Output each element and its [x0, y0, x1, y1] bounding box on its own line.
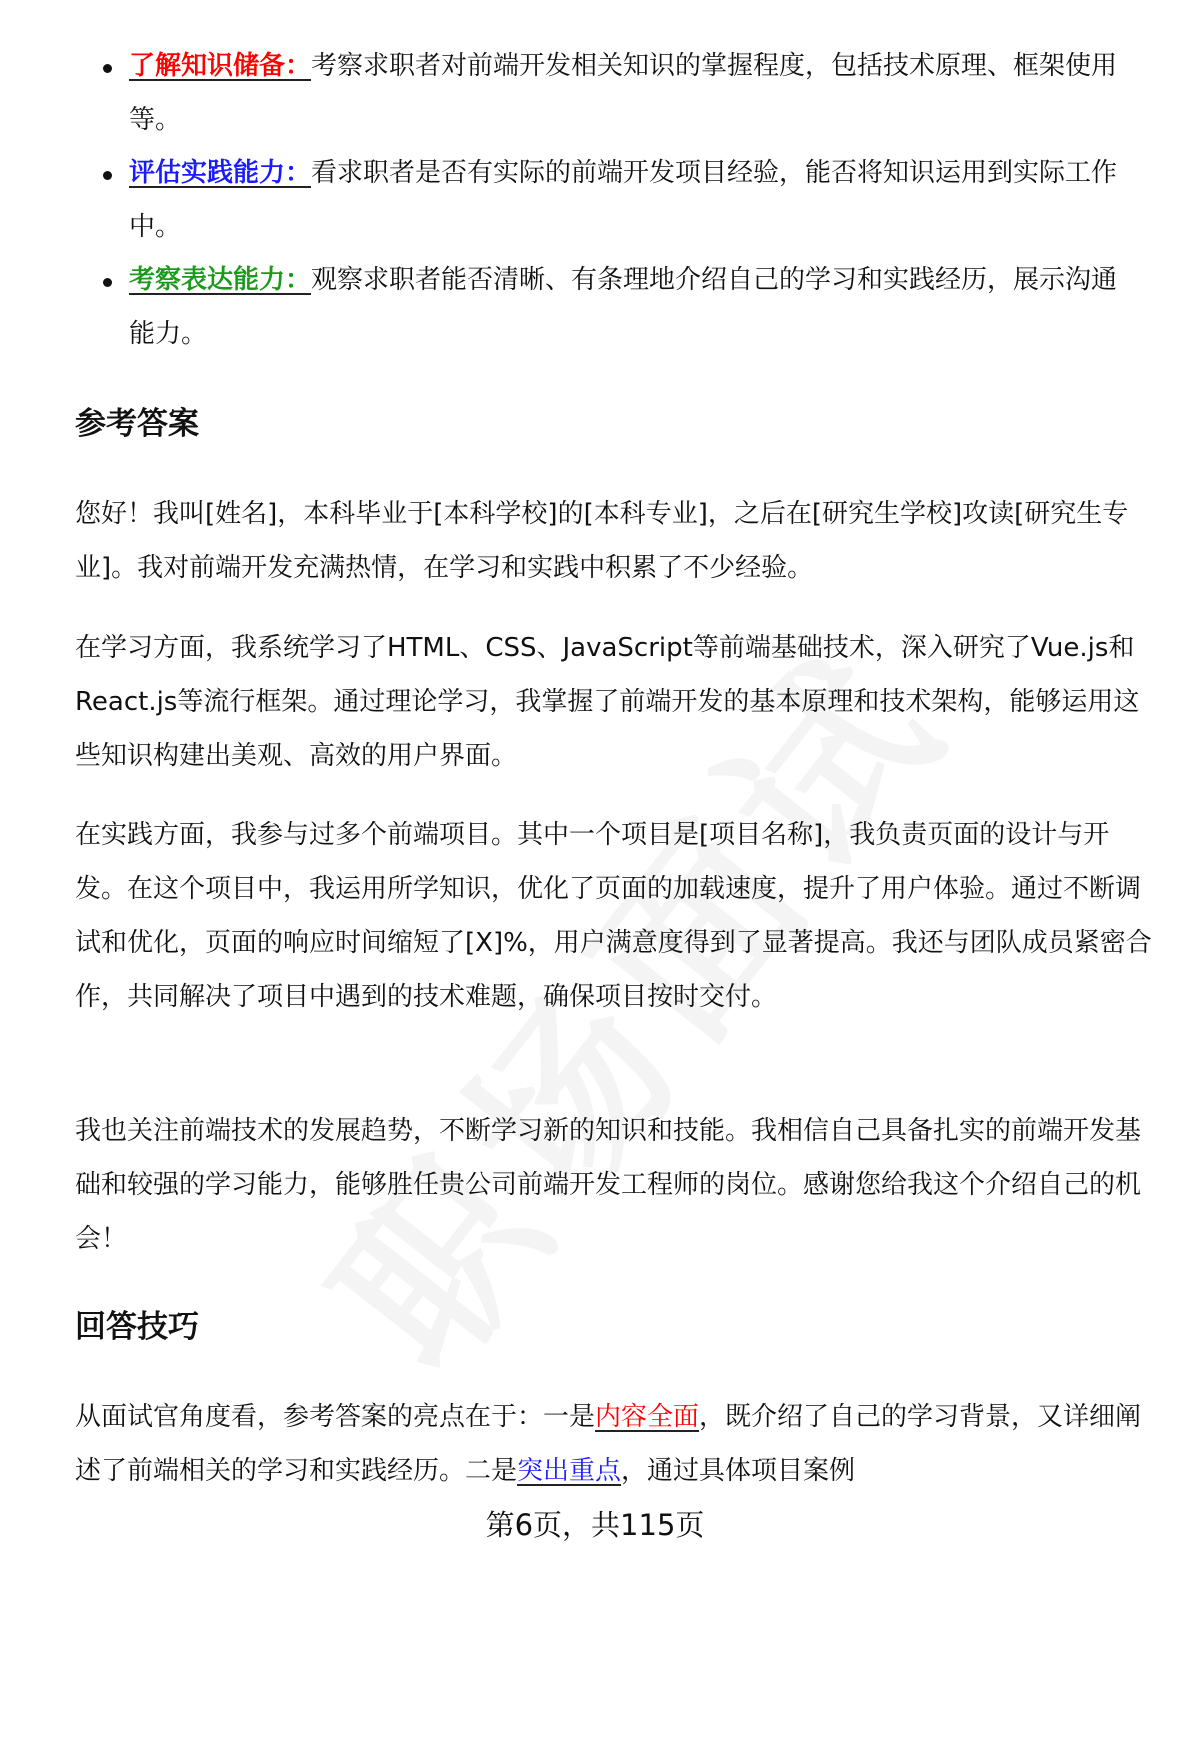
reference-answer-heading: 参考答案 [75, 406, 199, 442]
tips-text: ，通过具体项目案例 [621, 1456, 856, 1486]
purpose-bullet-knowledge [0, 40, 1190, 147]
bullet-label: 了解知识储备： [129, 51, 312, 81]
highlight-comprehensive: 内容全面 [595, 1402, 700, 1432]
bullet-dot-icon [103, 278, 112, 287]
bullet-label: 评估实践能力： [129, 158, 312, 188]
bullet-text: 考察求职者对前端开发相关知识的掌握程度，包括技术原理、框架使用等。 [129, 51, 1118, 135]
bullet-dot-icon [103, 171, 112, 180]
answer-paragraph-study: 在学习方面，我系统学习了HTML、CSS、JavaScript等前端基础技术，深入研究了Vue.js和React.js等流行框架。通过理论学习，我掌握了前端开发的基本原理和技术架构，能够运用这些知识构建出美观、高效的用户界面。 [75, 633, 1140, 771]
bullet-text: 看求职者是否有实际的前端开发项目经验，能否将知识运用到实际工作中。 [129, 158, 1118, 242]
highlight-focus: 突出重点 [517, 1456, 622, 1486]
purpose-bullet-expression [0, 254, 1190, 361]
bullet-text: 观察求职者能否清晰、有条理地介绍自己的学习和实践经历，展示沟通能力。 [129, 265, 1118, 349]
answer-tips-heading: 回答技巧 [75, 1309, 199, 1345]
purpose-bullet-practice [0, 147, 1190, 254]
tips-text: 从面试官角度看，参考答案的亮点在于：一是 [75, 1402, 596, 1432]
tips-text: ，既介绍了自己的学习背景，又详细阐述了前端相关的学习和实践经历。二是 [75, 1402, 1142, 1486]
answer-tips-paragraph [75, 1390, 1160, 1498]
answer-paragraph-practice: 在实践方面，我参与过多个前端项目。其中一个项目是[项目名称]，我负责页面的设计与开发。在这个项目中，我运用所学知识，优化了页面的加载速度，提升了用户体验。通过不断调试和优化，页面的响应时间缩短了[X]%，用户满意度得到了显著提高。我还与团队成员紧密合作，共同解决了项目中遇到的技术难题，确保项目按时交付。 [75, 820, 1152, 1012]
bullet-label: 考察表达能力： [129, 265, 312, 295]
answer-paragraph-closing: 我也关注前端技术的发展趋势，不断学习新的知识和技能。我相信自己具备扎实的前端开发基础和较强的学习能力，能够胜任贵公司前端开发工程师的岗位。感谢您给我这个介绍自己的机会！ [75, 1116, 1142, 1254]
answer-paragraph-intro: 您好！我叫[姓名]，本科毕业于[本科学校]的[本科专业]，之后在[研究生学校]攻读[研究生专业]。我对前端开发充满热情，在学习和实践中积累了不少经验。 [75, 499, 1129, 583]
page-indicator: 第6页，共115页 [485, 1508, 705, 1542]
bullet-dot-icon [103, 64, 112, 73]
purpose-bullet-list [0, 40, 1190, 361]
